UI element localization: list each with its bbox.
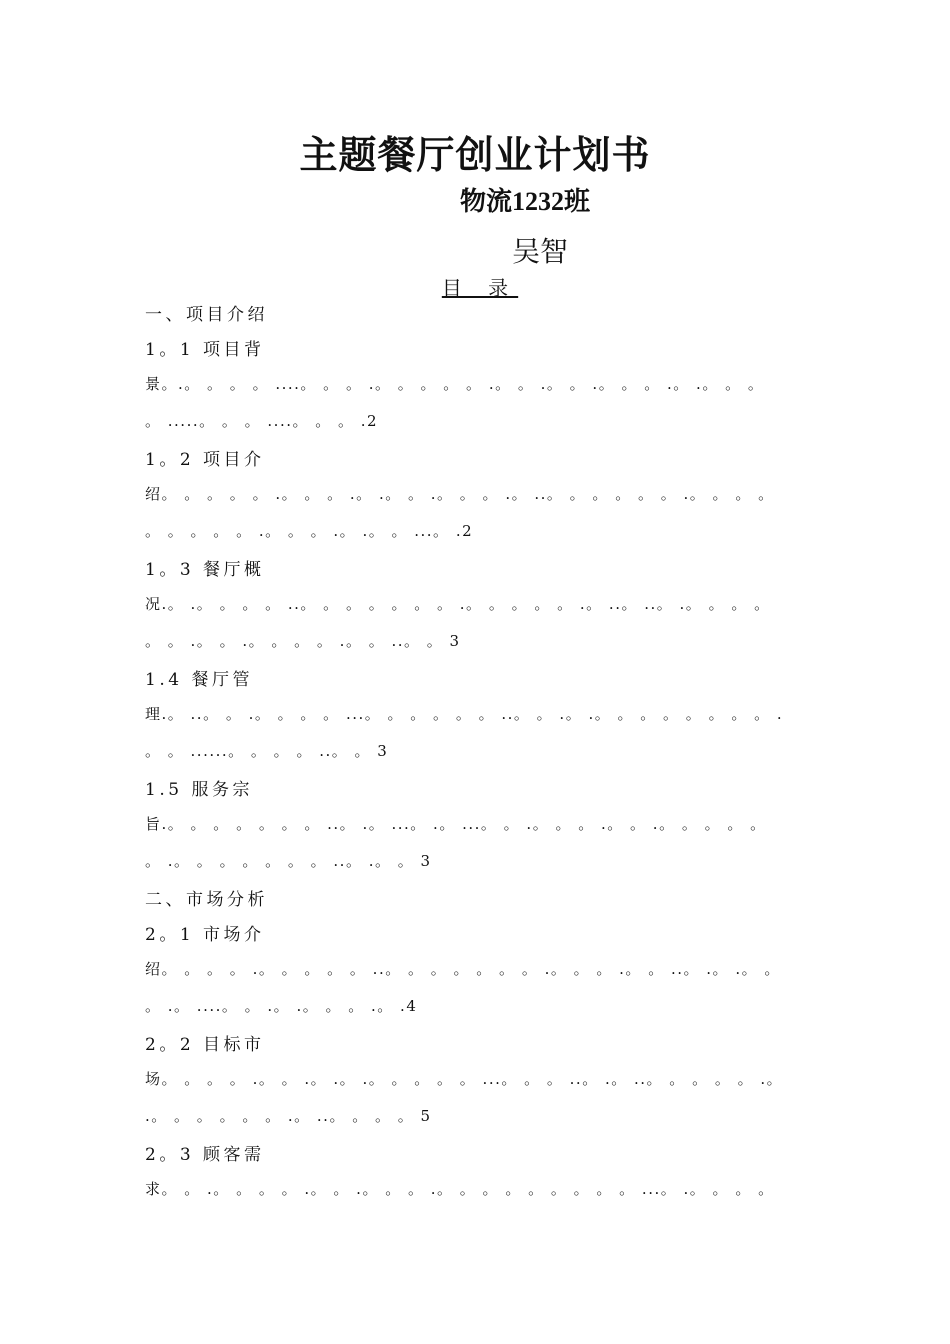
toc-leader-line: 。 。 .。 。 .。 。 。 。 .。 。 ..。 。 3 [145,632,461,650]
toc-entry: 2。1 市场介 [145,925,265,945]
toc-leader-line: 。 .。 。 。 。 。 。 。 ..。 .。 。 3 [145,852,432,870]
toc-section-heading: 二、市场分析 [145,890,268,910]
toc-section-heading: 一、项目介绍 [145,305,268,325]
toc-leader-line: 。 .。 ....。 。 .。 .。 。 。 .。 .4 [145,997,418,1015]
toc-entry: 2。2 目标市 [145,1035,265,1055]
toc-leader-line: 求。 。 .。 。 。 。 .。 。 .。 。 。 .。 。 。 。 。 。 。 。 。 ...。 .。 。 。 。 [145,1180,775,1198]
toc-leader-line: .。 。 。 。 。 。 .。 ..。 。 。 。 5 [145,1107,432,1125]
toc-entry: 1。1 项目背 [145,340,265,360]
toc-entry: 1。3 餐厅概 [145,560,265,580]
toc-leader-line: 绍。 。 。 。 。 .。 。 。 .。 .。 。 .。 。 。 .。 ..。 。 。 。 。 。 .。 。 。 。 [145,485,775,503]
toc-entry: 1.5 服务宗 [145,780,253,800]
toc-leader-line: 旨.。 。 。 。 。 。 。 ..。 .。 ...。 .。 ...。 。 .。 。 。 .。 。 .。 。 。 。 。 [145,815,767,833]
toc-leader-line: 。 。 。 。 。 .。 。 。 .。 .。 。 ...。 .2 [145,522,474,540]
toc-leader-line: 景。.。 。 。 。 ....。 。 。 .。 。 。 。 。 .。 。 .。 。 .。 。 。 .。 .。 。 。 [145,375,765,393]
toc-entry: 2。3 顾客需 [145,1145,265,1165]
toc-entry: 1。2 项目介 [145,450,265,470]
toc-leader-line: 场。 。 。 。 .。 。 .。 .。 .。 。 。 。 。 ...。 。 。 ..。 .。 ..。 。 。 。 。 .。 [145,1070,784,1088]
toc-leader-line: 。 .....。 。 。 ....。 。 。 .2 [145,412,379,430]
toc-entry: 1.4 餐厅管 [145,670,253,690]
toc-heading: 目 录 [441,276,519,300]
document-title: 主题餐厅创业计划书 [299,133,651,177]
toc-leader-line: 。 。 ......。 。 。 。 ..。 。 3 [145,742,389,760]
toc-leader-line: 绍。 。 。 。 .。 。 。 。 。 ..。 。 。 。 。 。 。 .。 。 。 .。 。 ..。 .。 .。 。 [145,960,781,978]
class-name: 物流1232班 [460,187,591,216]
toc-leader-line: 理.。 ..。 。 .。 。 。 。 ...。 。 。 。 。 。 ..。 。 .。 .。 。 。 。 。 。 。 。 . [145,705,784,723]
author-name: 吴智 [512,235,569,268]
toc-leader-line: 况.。 .。 。 。 。 ..。 。 。 。 。 。 。 .。 。 。 。 。 .。 ..。 ..。 .。 。 。 。 [145,595,771,613]
